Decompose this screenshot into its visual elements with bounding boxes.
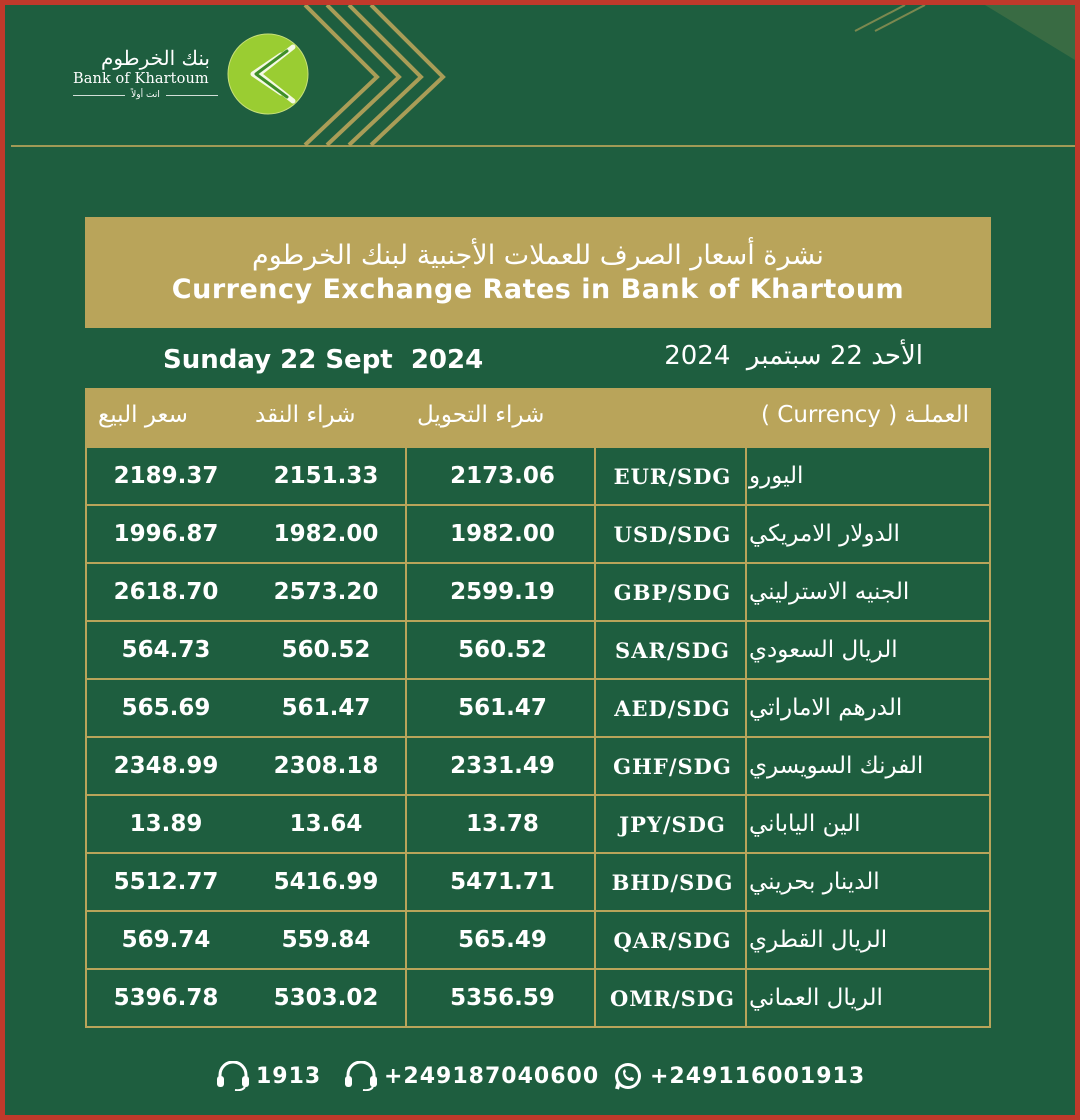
cell-sell: 2618.70: [113, 579, 219, 605]
headset-icon: [214, 1061, 252, 1091]
title-arabic: نشرة أسعار الصرف للعملات الأجنبية لبنك الخرطوم: [252, 240, 824, 271]
cell-pair: OMR/SDG: [610, 985, 735, 1011]
cell-currency-name: الين الياباني: [749, 811, 861, 837]
cell-currency-name: الريال العماني: [749, 985, 883, 1011]
headset-icon: [342, 1061, 380, 1091]
whatsapp-icon: [610, 1061, 646, 1091]
cell-pair: EUR/SDG: [613, 463, 732, 489]
rates-table: [85, 388, 991, 1028]
cell-currency-name: الفرنك السويسري: [749, 753, 924, 779]
table-row: [87, 562, 989, 620]
cell-cash-buy: 559.84: [281, 927, 371, 953]
cell-cash-buy: 560.52: [281, 637, 371, 663]
cell-pair: GHF/SDG: [613, 753, 732, 779]
date-arabic: الأحد 22 سبتمبر 2024: [664, 341, 923, 371]
cell-currency-name: الجنيه الاسترليني: [749, 579, 910, 605]
title-banner: [85, 217, 991, 328]
cell-pair: SAR/SDG: [615, 637, 730, 663]
brand-tagline-text: انت أولاً: [131, 90, 160, 100]
cell-transfer-buy: 2331.49: [450, 753, 555, 779]
header-transfer-buy: شراء التحويل: [417, 402, 545, 428]
cell-sell: 2348.99: [113, 753, 219, 779]
table-row: [87, 678, 989, 736]
header-sell: سعر البيع: [98, 402, 188, 428]
cell-transfer-buy: 565.49: [458, 927, 547, 953]
header-cash-buy: شراء النقد: [255, 402, 356, 428]
cell-currency-name: الدولار الامريكي: [749, 521, 900, 547]
whatsapp-number: +249116001913: [650, 1063, 866, 1089]
cell-pair: QAR/SDG: [613, 927, 732, 953]
rates-poster: [5, 5, 1075, 1115]
cell-cash-buy: 5303.02: [273, 985, 379, 1011]
cell-pair: GBP/SDG: [613, 579, 732, 605]
table-row: [87, 620, 989, 678]
brand-wordmark: [73, 47, 218, 101]
cell-currency-name: اليورو: [749, 463, 804, 489]
cell-sell: 1996.87: [113, 521, 219, 547]
table-row: [87, 852, 989, 910]
brand-name-ar: بنك الخرطوم: [100, 46, 210, 70]
table-row: [87, 794, 989, 852]
cell-transfer-buy: 13.78: [466, 811, 539, 837]
cell-pair: BHD/SDG: [611, 869, 734, 895]
cell-sell: 2189.37: [113, 463, 219, 489]
cell-sell: 569.74: [121, 927, 211, 953]
cell-transfer-buy: 561.47: [458, 695, 547, 721]
cell-cash-buy: 561.47: [281, 695, 371, 721]
phone-number: +249187040600: [384, 1063, 600, 1089]
cell-cash-buy: 2308.18: [273, 753, 379, 779]
table-row: [87, 968, 989, 1026]
cell-transfer-buy: 5356.59: [450, 985, 555, 1011]
cell-transfer-buy: 5471.71: [450, 869, 555, 895]
cell-cash-buy: 5416.99: [273, 869, 379, 895]
cell-transfer-buy: 560.52: [458, 637, 547, 663]
cell-sell: 564.73: [121, 637, 211, 663]
cell-currency-name: الدرهم الاماراتي: [749, 695, 903, 721]
date-english: Sunday 22 Sept 2024: [163, 345, 484, 375]
contact-bar: [210, 1059, 890, 1093]
cell-pair: USD/SDG: [613, 521, 732, 547]
table-row: [87, 504, 989, 562]
whatsapp-contact[interactable]: [610, 1061, 865, 1091]
table-row: [87, 736, 989, 794]
header-divider: [11, 145, 1075, 147]
table-row: [87, 910, 989, 968]
cell-cash-buy: 13.64: [289, 811, 363, 837]
short-number: 1913: [256, 1063, 322, 1089]
brand-tagline: [73, 89, 218, 101]
cell-sell: 565.69: [121, 695, 211, 721]
cell-currency-name: الدينار بحريني: [749, 869, 880, 895]
cell-currency-name: الريال القطري: [749, 927, 888, 953]
cell-sell: 13.89: [129, 811, 203, 837]
hotline-phone[interactable]: [342, 1061, 599, 1091]
cell-pair: JPY/SDG: [619, 811, 726, 837]
title-english: Currency Exchange Rates in Bank of Khartoum: [171, 274, 905, 305]
header-currency: العملـة ( Currency ): [761, 402, 969, 428]
cell-transfer-buy: 2599.19: [450, 579, 555, 605]
cell-currency-name: الريال السعودي: [749, 637, 898, 663]
table-header: [85, 388, 991, 446]
cell-transfer-buy: 1982.00: [450, 521, 555, 547]
bank-logo-icon: [227, 33, 309, 115]
cell-sell: 5512.77: [113, 869, 219, 895]
table-row: [87, 446, 989, 504]
cell-pair: AED/SDG: [614, 695, 731, 721]
cell-cash-buy: 2151.33: [273, 463, 379, 489]
hotline-short[interactable]: [214, 1061, 321, 1091]
table-body: [85, 446, 991, 1028]
cell-cash-buy: 2573.20: [273, 579, 379, 605]
cell-cash-buy: 1982.00: [273, 521, 379, 547]
brand-name-en: Bank of Khartoum: [73, 71, 209, 87]
cell-transfer-buy: 2173.06: [450, 463, 555, 489]
cell-sell: 5396.78: [113, 985, 219, 1011]
